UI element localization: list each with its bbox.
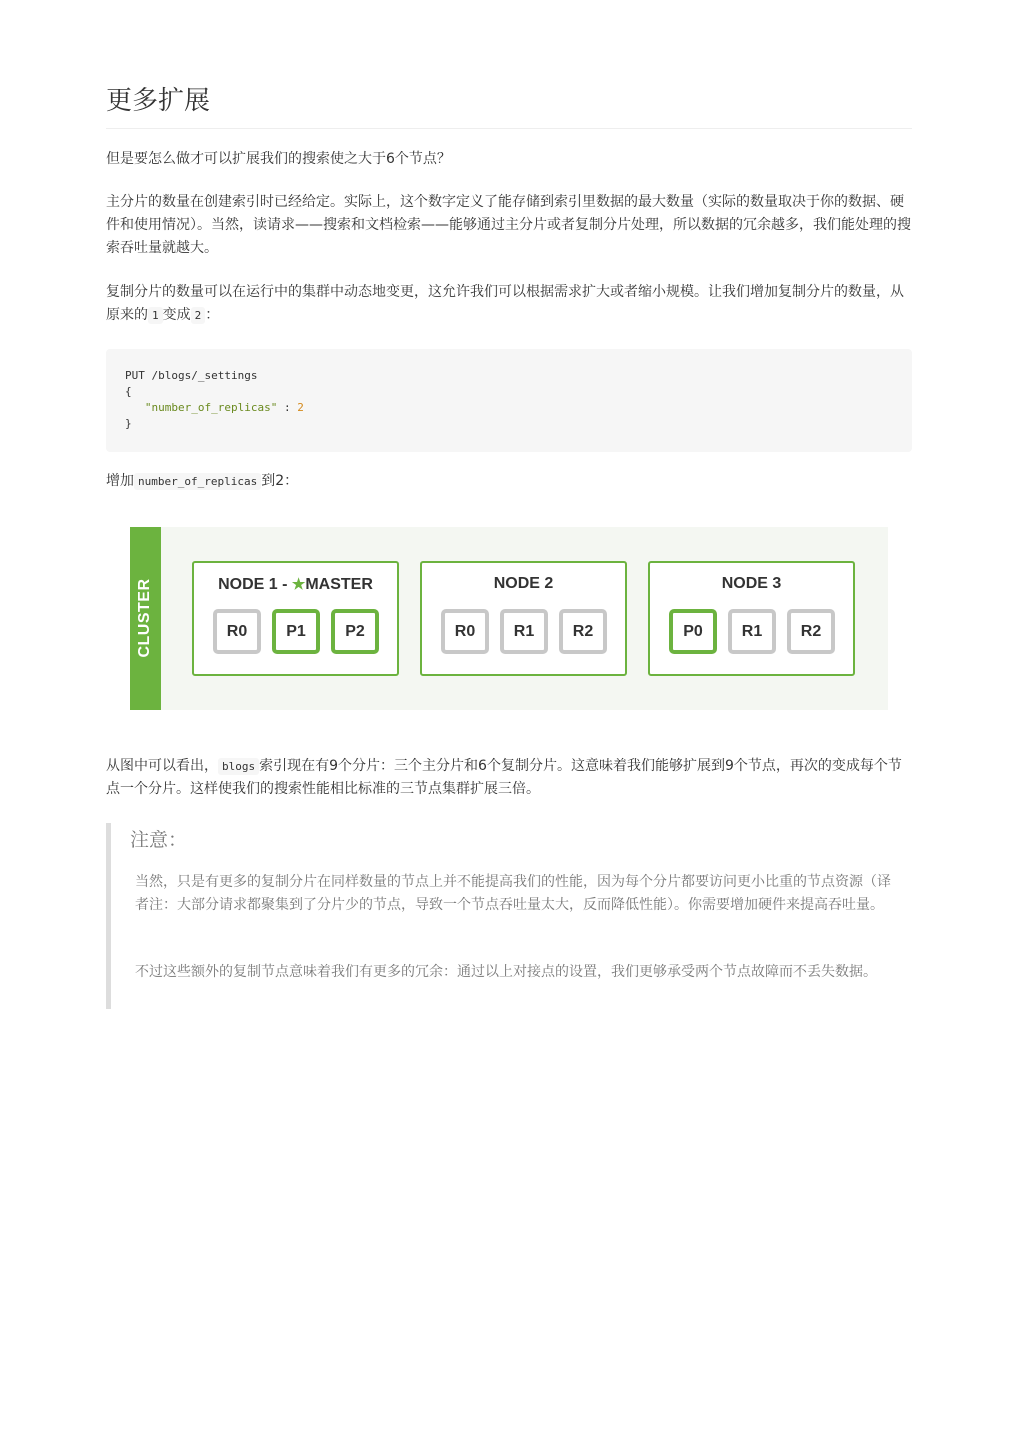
note-title: 注意： [130, 829, 188, 851]
node-title: NODE 3 [721, 575, 782, 592]
increase-replicas-paragraph [106, 470, 912, 493]
note-paragraph-1: 当然，只是有更多的复制分片在同样数量的节点上并不能提高我们的性能，因为每个分片都要访问更小比重的节点资源（译者注：大部分请求都聚集到了分片少的节点，导致一个节点吞吐量太大，反而降低性能）。你需要增加硬件来提高吞吐量。 [135, 874, 891, 913]
cluster-diagram [130, 527, 888, 710]
code-line: { [125, 385, 132, 398]
note-paragraph-2: 不过这些额外的复制节点意味着我们有更多的冗余：通过以上对接点的设置，我们更够承受两个节点故障而不丢失数据。 [135, 964, 877, 980]
code-value: 2 [297, 401, 304, 414]
master-star-icon: ★ [291, 576, 306, 593]
node-title [194, 575, 397, 594]
cluster-label: CLUSTER [136, 578, 153, 658]
inline-code-index: blogs [218, 758, 259, 775]
paragraph-text: 变成 [162, 307, 191, 323]
inline-code-new-value: 2 [191, 307, 206, 324]
shard-replica: R1 [500, 609, 548, 654]
cluster-bar [130, 527, 161, 710]
note-blockquote [106, 823, 912, 1009]
intro-question: 但是要怎么做才可以扩展我们的搜索使之大于6个节点？ [106, 151, 451, 167]
code-line: } [125, 417, 132, 430]
node-title-text: NODE 1 - [218, 576, 292, 593]
paragraph-text: 到2： [261, 473, 299, 489]
shard-replica: R1 [728, 609, 776, 654]
shard-replica: R2 [787, 609, 835, 654]
node-1 [192, 561, 399, 676]
shard-replica: R0 [213, 609, 261, 654]
code-block [106, 349, 912, 452]
shard-replica: R2 [559, 609, 607, 654]
section-heading: 更多扩展 [106, 84, 912, 129]
shard-primary: P2 [331, 609, 379, 654]
inline-code-old-value: 1 [148, 307, 163, 324]
node-title: NODE 2 [493, 575, 554, 592]
inline-code-setting: number_of_replicas [134, 473, 261, 490]
node-2 [420, 561, 627, 676]
node-title-text: MASTER [305, 576, 373, 593]
paragraph-text: ： [205, 307, 220, 323]
code-key: "number_of_replicas" [144, 401, 278, 414]
paragraph-text: 从图中可以看出， [106, 758, 218, 774]
code-sep: : [277, 401, 298, 414]
replica-shards-paragraph [106, 281, 912, 327]
result-paragraph [106, 755, 912, 801]
shard-primary: P0 [669, 609, 717, 654]
paragraph-text: 索引现在有9个分片：三个主分片和6个复制分片。这意味着我们能够扩展到9个节点，再次的变成每个节点一个分片。这样使我们的搜索性能相比标准的三节点集群扩展三倍。 [106, 758, 902, 797]
paragraph-text: 复制分片的数量可以在运行中的集群中动态地变更，这允许我们可以根据需求扩大或者缩小规模。让我们增加复制分片的数量，从原来的 [106, 284, 904, 323]
node-3 [648, 561, 855, 676]
code-line: PUT /blogs/_settings [125, 369, 258, 382]
primary-shards-paragraph: 主分片的数量在创建索引时已经给定。实际上，这个数字定义了能存储到索引里数据的最大数量（实际的数量取决于你的数据、硬件和使用情况）。当然，读请求——搜索和文档检索——能够通过主分片或者复制分片处理，所以数据的冗余越多，我们能处理的搜索吞吐量就越大。 [106, 194, 911, 256]
shard-replica: R0 [441, 609, 489, 654]
shard-primary: P1 [272, 609, 320, 654]
paragraph-text: 增加 [106, 473, 134, 489]
